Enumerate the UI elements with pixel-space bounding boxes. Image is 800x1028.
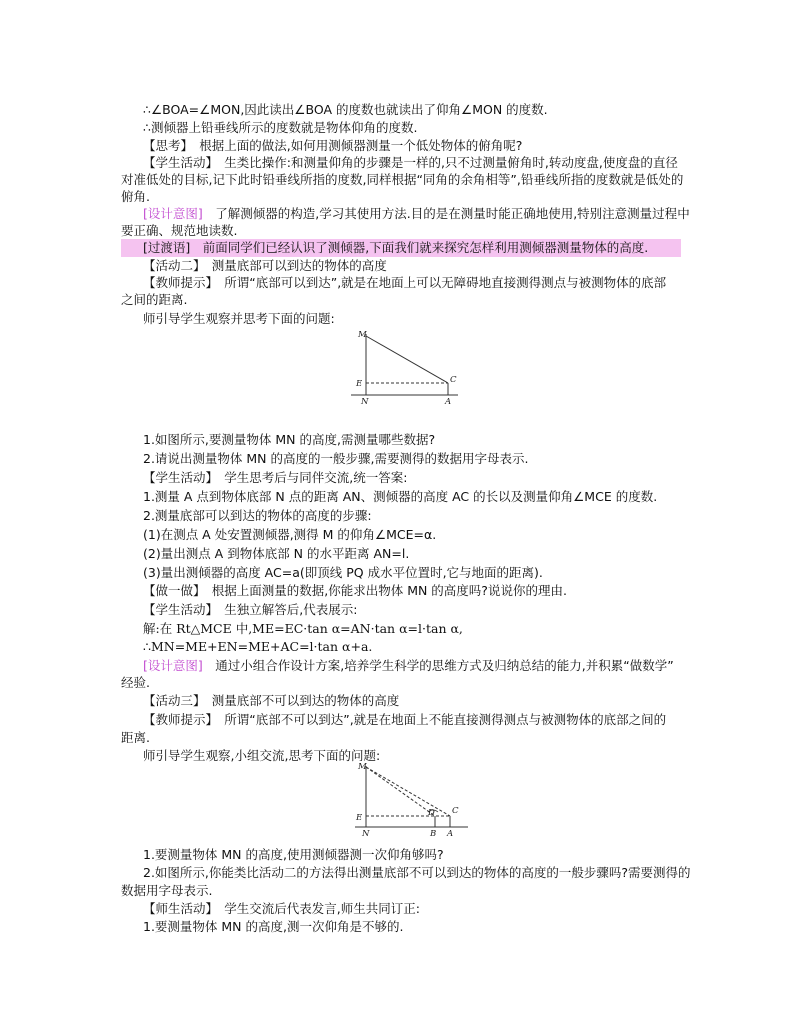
step-3: (3)量出测倾器的高度 AC=a(即顶线 PQ 成水平位置时,它与地面的距离). <box>143 565 543 580</box>
question-2: 2.请说出测量物体 MN 的高度的一般步骤,需要测得的数据用字母表示. <box>143 451 529 466</box>
text-line: ∴∠BOA=∠MON,因此读出∠BOA 的度数也就读出了仰角∠MON 的度数. <box>143 102 548 117</box>
sight-line-1 <box>366 767 435 816</box>
label-A: A <box>447 829 454 839</box>
sight-line-2 <box>366 767 450 816</box>
sight-line <box>366 336 448 383</box>
text-line: 【思考】 根据上面的做法,如何用测倾器测量一个低处物体的俯角呢? <box>143 138 523 153</box>
text-line: 【师生活动】 学生交流后代表发言,师生共同订正: <box>143 901 420 916</box>
text-line: 【学生活动】 学生思考后与同伴交流,统一答案: <box>143 470 408 485</box>
label-C: C <box>452 806 459 816</box>
label-C: C <box>450 375 457 385</box>
transition-line <box>121 239 681 257</box>
label-E: E <box>356 379 363 389</box>
text-line: 数据用字母表示. <box>121 883 213 898</box>
label-M: M <box>358 762 367 772</box>
label-N: N <box>361 397 369 406</box>
text-span: 通过小组合作设计方案,培养学生科学的思维方式及归纳总结的能力,并积累“做数学” <box>202 658 674 673</box>
label-B: B <box>430 829 437 839</box>
design-intent-line <box>143 205 690 223</box>
label-D: D <box>428 808 435 818</box>
text-line: 之间的距离. <box>121 292 188 307</box>
step-1: (1)在测点 A 处安置测倾器,测得 M 的仰角∠MCE=α. <box>143 527 437 542</box>
text-line: 师引导学生观察,小组交流,思考下面的问题: <box>143 748 381 763</box>
label-N: N <box>362 829 370 839</box>
design-intent-tag: [设计意图] <box>143 206 203 221</box>
label-E: E <box>356 813 363 823</box>
text-line: 【学生活动】 生独立解答后,代表展示: <box>143 602 358 617</box>
question-1: 1.如图所示,要测量物体 MN 的高度,需测量哪些数据? <box>143 432 436 447</box>
text-line: 【教师提示】 所谓“底部不可以到达”,就是在地面上不能直接测得测点与被测物体的底部之间的 <box>143 712 667 727</box>
design-intent-tag: [设计意图] <box>143 658 203 673</box>
text-line: 【教师提示】 所谓“底部可以到达”,就是在地面上可以无障碍地直接测得测点与被测物体的底部 <box>143 275 667 290</box>
text-line: 距离. <box>121 730 150 745</box>
text-line: 俯角. <box>121 189 150 204</box>
label-M: M <box>358 330 367 340</box>
figure-1 <box>346 326 466 406</box>
question-2: 2.如图所示,你能类比活动二的方法得出测量底部不可以到达的物体的高度的一般步骤吗?需要测得的 <box>143 865 691 880</box>
question-1: 1.要测量物体 MN 的高度,使用测倾器测一次仰角够吗? <box>143 847 444 862</box>
label-A: A <box>445 397 452 406</box>
text-line: 对准低处的目标,记下此时铅垂线所指的度数,同样根据“同角的余角相等”,铅垂线所指的度数就是低处的 <box>121 172 684 187</box>
text-line: 师引导学生观察并思考下面的问题: <box>143 311 335 326</box>
text-line: 经验. <box>121 675 150 690</box>
text-line: 【做一做】 根据上面测量的数据,你能求出物体 MN 的高度吗?说说你的理由. <box>143 583 567 598</box>
design-intent-line <box>143 657 681 675</box>
text-line: 1.要测量物体 MN 的高度,测一次仰角是不够的. <box>143 919 404 934</box>
text-line: 2.测量底部可以到达的物体的高度的步骤: <box>143 508 372 523</box>
text-line: 【学生活动】 生类比操作:和测量仰角的步骤是一样的,只不过测量俯角时,转动度盘,使度盘的直径 <box>143 155 678 170</box>
activity-heading: 【活动三】 测量底部不可以到达的物体的高度 <box>143 693 400 708</box>
text-line: ∴测倾器上铅垂线所示的度数就是物体仰角的度数. <box>143 120 418 135</box>
text-line: 1.测量 A 点到物体底部 N 点的距离 AN、测倾器的高度 AC 的长以及测量仰角∠MCE 的度数. <box>143 489 658 504</box>
figure-2 <box>350 760 475 840</box>
text-line: 要正确、规范地读数. <box>121 223 238 238</box>
solution-line: 解:在 Rt△MCE 中,ME=EC·tan α=AN·tan α=l·tan α, <box>143 621 463 636</box>
step-2: (2)量出测点 A 到物体底部 N 的水平距离 AN=l. <box>143 546 410 561</box>
solution-line: ∴MN=ME+EN=ME+AC=l·tan α+a. <box>143 639 373 654</box>
activity-heading: 【活动二】 测量底部可以到达的物体的高度 <box>143 258 387 273</box>
text-span: 了解测倾器的构造,学习其使用方法.目的是在测量时能正确地使用,特别注意测量过程中 <box>202 206 690 221</box>
highlighted-text: [过渡语] 前面同学们已经认识了测倾器,下面我们就来探究怎样利用测倾器测量物体的高度. <box>121 239 681 257</box>
